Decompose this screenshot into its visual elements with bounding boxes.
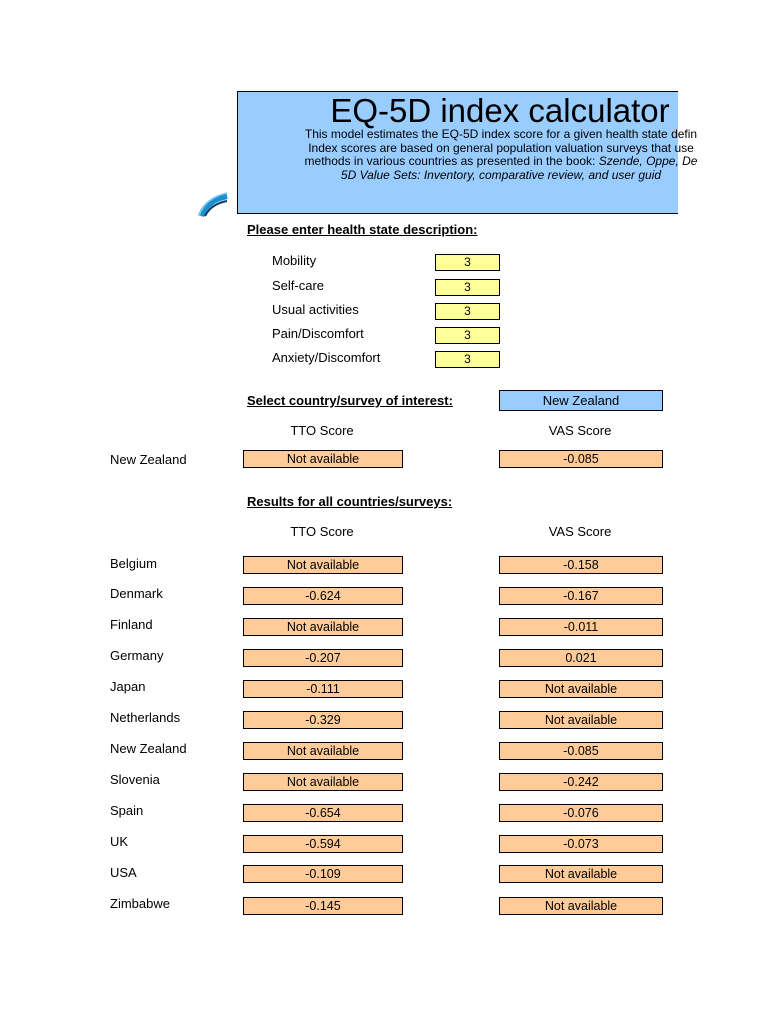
selected-country-label: New Zealand — [110, 452, 187, 467]
result-vas-score: -0.158 — [499, 556, 663, 574]
description-line: This model estimates the EQ-5D index score for a given health state defin — [304, 127, 698, 141]
dimension-label-usual-activities: Usual activities — [272, 302, 359, 317]
vas-score-header: VAS Score — [548, 423, 612, 438]
result-vas-score: Not available — [499, 711, 663, 729]
mobility-input[interactable]: 3 — [435, 254, 500, 271]
result-country-label: Slovenia — [110, 772, 160, 787]
result-country-label: Germany — [110, 648, 164, 663]
result-country-label: Finland — [110, 617, 153, 632]
result-country-label: New Zealand — [110, 741, 187, 756]
description-line: Index scores are based on general population valuation surveys that use — [308, 140, 694, 155]
result-vas-score: Not available — [499, 680, 663, 698]
anxiety-input[interactable]: 3 — [435, 351, 500, 368]
description-text: methods in various countries as presented in the book: — [304, 154, 599, 168]
dimension-label-pain-discomfort: Pain/Discomfort — [272, 326, 364, 341]
result-country-label: USA — [110, 865, 137, 880]
result-tto-score: Not available — [243, 773, 403, 791]
calculator-description — [241, 128, 761, 182]
country-select-section-title: Select country/survey of interest: — [247, 393, 453, 408]
dimension-label-anxiety: Anxiety/Discomfort — [272, 350, 381, 365]
result-tto-score: -0.207 — [243, 649, 403, 667]
result-vas-score: -0.076 — [499, 804, 663, 822]
description-line — [241, 155, 761, 169]
calculator-header — [237, 91, 698, 214]
selected-tto-score: Not available — [243, 450, 403, 468]
result-country-label: Belgium — [110, 556, 157, 571]
dimension-label-self-care: Self-care — [272, 278, 325, 293]
result-tto-score: -0.109 — [243, 865, 403, 883]
result-tto-score: -0.145 — [243, 897, 403, 915]
tto-score-header: TTO Score — [290, 423, 354, 438]
result-tto-score: -0.594 — [243, 835, 403, 853]
result-tto-score: -0.654 — [243, 804, 403, 822]
result-tto-score: Not available — [243, 556, 403, 574]
result-tto-score: -0.624 — [243, 587, 403, 605]
result-country-label: Denmark — [110, 586, 163, 601]
country-select[interactable]: New Zealand — [499, 390, 663, 411]
pain-discomfort-input[interactable]: 3 — [435, 327, 500, 344]
result-country-label: Spain — [110, 803, 144, 818]
health-state-section-title: Please enter health state description: — [247, 222, 478, 237]
result-tto-score: -0.111 — [243, 680, 403, 698]
result-vas-score: -0.011 — [499, 618, 663, 636]
tto-score-header: TTO Score — [290, 524, 354, 539]
result-country-label: Japan — [110, 679, 146, 694]
result-vas-score: 0.021 — [499, 649, 663, 667]
result-vas-score: Not available — [499, 897, 663, 915]
result-country-label: Zimbabwe — [110, 896, 170, 911]
book-title: 5D Value Sets: Inventory, comparative review, and user guid — [340, 167, 662, 182]
result-country-label: UK — [110, 834, 129, 849]
result-vas-score: -0.073 — [499, 835, 663, 853]
result-vas-score: -0.242 — [499, 773, 663, 791]
vas-score-header: VAS Score — [548, 524, 612, 539]
result-country-label: Netherlands — [110, 710, 181, 725]
result-tto-score: Not available — [243, 618, 403, 636]
book-authors: Szende, Oppe, De — [598, 154, 698, 168]
result-vas-score: -0.085 — [499, 742, 663, 760]
usual-activities-input[interactable]: 3 — [435, 303, 500, 320]
self-care-input[interactable]: 3 — [435, 279, 500, 296]
dimension-label-mobility: Mobility — [272, 253, 317, 268]
page-title: EQ-5D index calculator — [330, 92, 670, 129]
euroqol-logo-icon — [197, 186, 229, 216]
result-vas-score: Not available — [499, 865, 663, 883]
result-vas-score: -0.167 — [499, 587, 663, 605]
selected-vas-score: -0.085 — [499, 450, 663, 468]
result-tto-score: Not available — [243, 742, 403, 760]
all-results-section-title: Results for all countries/surveys: — [247, 494, 453, 509]
result-tto-score: -0.329 — [243, 711, 403, 729]
